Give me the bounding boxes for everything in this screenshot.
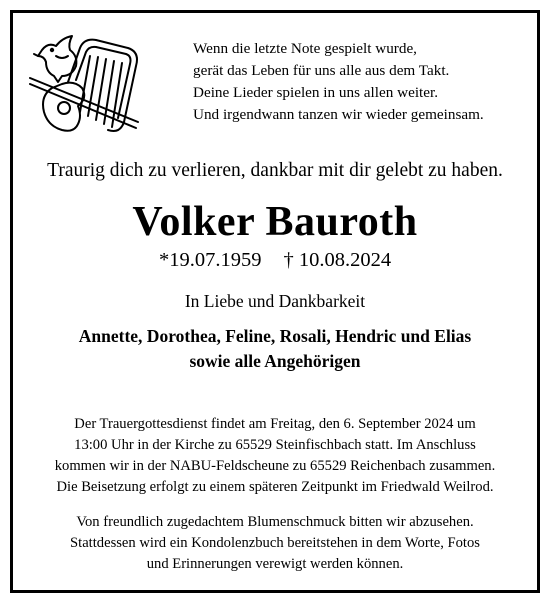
flowers-notice [13,512,537,575]
service-line: Die Beisetzung erfolgt zu einem späteren Zeitpunkt im Friedwald Weilrod. [56,479,494,495]
service-line: kommen wir in der NABU-Feldscheune zu 65529 Reichenbach zusammen. [54,458,496,474]
service-line: Der Trauergottesdienst findet am Freitag, den 6. September 2024 um [74,416,476,432]
tagline: Traurig dich zu verlieren, dankbar mit dir gelebt zu haben. [47,160,503,181]
flowers-line: und Erinnerungen verewigt werden können. [146,556,404,572]
service-notice [13,414,537,498]
family-line: sowie alle Angehörigen [189,351,361,371]
love-line: In Liebe und Dankbarkeit [184,291,366,311]
life-dates [13,246,537,274]
poem-line: Wenn die letzte Note gespielt wurde, [193,40,417,57]
deceased-name: Volker Bauroth [132,199,418,245]
family-line: Annette, Dorothea, Feline, Rosali, Hendric und Elias [78,326,472,346]
poem-line: Deine Lieder spielen in uns allen weiter. [193,84,439,101]
family-names [13,324,537,374]
poem [193,38,484,126]
poem-line: gerät das Leben für uns alle aus dem Takt. [193,62,450,79]
poem-line: Und irgendwann tanzen wir wieder gemeinsam. [193,106,484,123]
service-line: 13:00 Uhr in der Kirche zu 65529 Steinfischbach statt. Im Anschluss [74,437,476,453]
flowers-line: Von freundlich zugedachtem Blumenschmuck bitten wir abzusehen. [76,514,474,530]
birth-date: *19.07.1959 [158,249,262,271]
dove-on-instrument-icon [22,26,144,152]
flowers-line: Stattdessen wird ein Kondolenzbuch bereitstehen in dem Worte, Fotos [70,535,480,551]
death-date: † 10.08.2024 [283,249,392,271]
